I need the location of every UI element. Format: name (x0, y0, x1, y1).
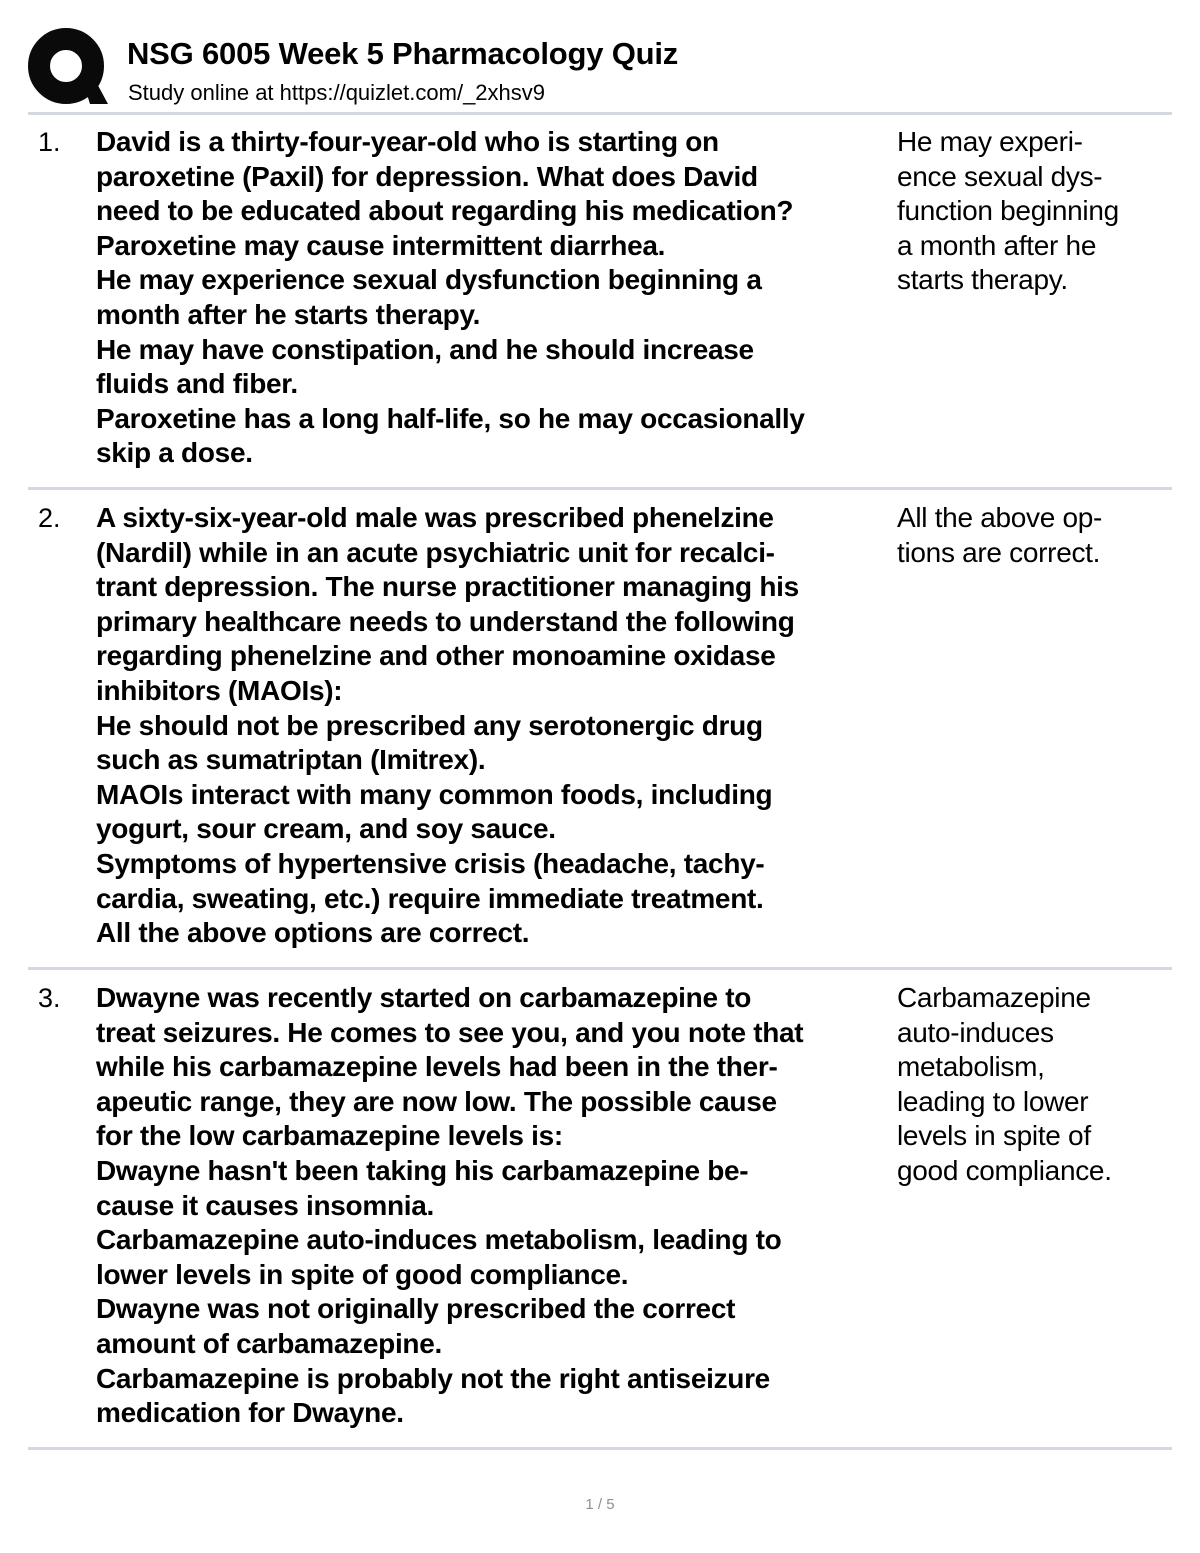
question-line: medication for Dwayne. (96, 1397, 404, 1429)
question-line: need to be educated about regarding his medication? (96, 195, 794, 227)
answer-line: metabolism, (897, 1051, 1045, 1083)
question-line: David is a thirty-four-year-old who is starting on (96, 126, 719, 157)
page-header (28, 28, 1172, 108)
card-answer (897, 125, 1172, 298)
card-number: 3. (38, 983, 61, 1013)
question-line: He may have constipation, and he should increase (96, 333, 754, 365)
question-line: Paroxetine has a long half-life, so he may occasionally (96, 402, 805, 434)
question-line: All the above options are correct. (96, 917, 530, 949)
question-line: inhibitors (MAOIs): (96, 674, 343, 706)
question-line: fluids and fiber. (96, 368, 298, 400)
answer-line: function beginning (897, 195, 1119, 227)
question-line: cause it causes insomnia. (96, 1189, 434, 1221)
card-answer (897, 501, 1172, 570)
quizlet-logo-icon (28, 28, 108, 108)
card-number: 1. (38, 127, 61, 157)
question-line: lower levels in spite of good compliance. (96, 1258, 629, 1290)
question-line: cardia, sweating, etc.) require immediate treatment. (96, 882, 764, 914)
answer-line: starts therapy. (897, 264, 1068, 296)
answer-line: auto-induces (897, 1016, 1054, 1048)
question-line: Dwayne was not originally prescribed the correct (96, 1293, 736, 1325)
answer-line: He may experi- (897, 126, 1083, 157)
answer-line: ence sexual dys- (897, 160, 1103, 192)
question-line: amount of carbamazepine. (96, 1327, 442, 1359)
answer-line: Carbamazepine (897, 982, 1091, 1013)
question-line: skip a dose. (96, 437, 253, 469)
question-line: apeutic range, they are now low. The possible cause (96, 1085, 777, 1117)
question-line: He should not be prescribed any serotonergic drug (96, 709, 763, 741)
question-line: treat seizures. He comes to see you, and you note that (96, 1016, 804, 1048)
divider (28, 487, 1172, 490)
question-line: Dwayne was recently started on carbamazepine to (96, 982, 752, 1013)
answer-line: All the above op- (897, 502, 1103, 533)
question-line: trant depression. The nurse practitioner managing his (96, 571, 799, 603)
question-line: Carbamazepine is probably not the right antiseizure (96, 1362, 770, 1394)
question-line: Dwayne hasn't been taking his carbamazepine be- (96, 1154, 749, 1186)
question-line: MAOIs interact with many common foods, including (96, 778, 773, 810)
study-link[interactable]: Study online at https://quizlet.com/_2xhsv9 (128, 80, 546, 105)
page-title: NSG 6005 Week 5 Pharmacology Quiz (127, 36, 679, 71)
question-line: for the low carbamazepine levels is: (96, 1120, 563, 1152)
question-line: Carbamazepine auto-induces metabolism, leading to (96, 1224, 782, 1256)
card-number: 2. (38, 503, 61, 533)
card-answer (897, 981, 1172, 1189)
question-line: Paroxetine may cause intermittent diarrhea. (96, 229, 666, 261)
answer-line: a month after he (897, 229, 1097, 261)
answer-line: levels in spite of (897, 1120, 1091, 1152)
divider (28, 967, 1172, 970)
question-line: such as sumatriptan (Imitrex). (96, 744, 486, 776)
question-line: Symptoms of hypertensive crisis (headache, tachy- (96, 847, 765, 879)
question-line: while his carbamazepine levels had been in the ther- (96, 1051, 778, 1083)
question-line: paroxetine (Paxil) for depression. What does David (96, 160, 758, 192)
question-line: A sixty-six-year-old male was prescribed phenelzine (96, 502, 774, 533)
question-line: primary healthcare needs to understand the following (96, 605, 795, 637)
answer-line: good compliance. (897, 1154, 1112, 1186)
question-line: month after he starts therapy. (96, 298, 481, 330)
divider (28, 1447, 1172, 1450)
question-line: yogurt, sour cream, and soy sauce. (96, 813, 556, 845)
card-question (96, 981, 894, 1431)
answer-line: leading to lower (897, 1085, 1089, 1117)
answer-line: tions are correct. (897, 536, 1101, 568)
card-question (96, 125, 894, 471)
question-line: He may experience sexual dysfunction beginning a (96, 264, 762, 296)
question-line: (Nardil) while in an acute psychiatric unit for recalci- (96, 536, 775, 568)
card-question (96, 501, 894, 951)
page-number: 1 / 5 (585, 1496, 615, 1513)
divider (28, 112, 1172, 115)
question-line: regarding phenelzine and other monoamine oxidase (96, 640, 776, 672)
